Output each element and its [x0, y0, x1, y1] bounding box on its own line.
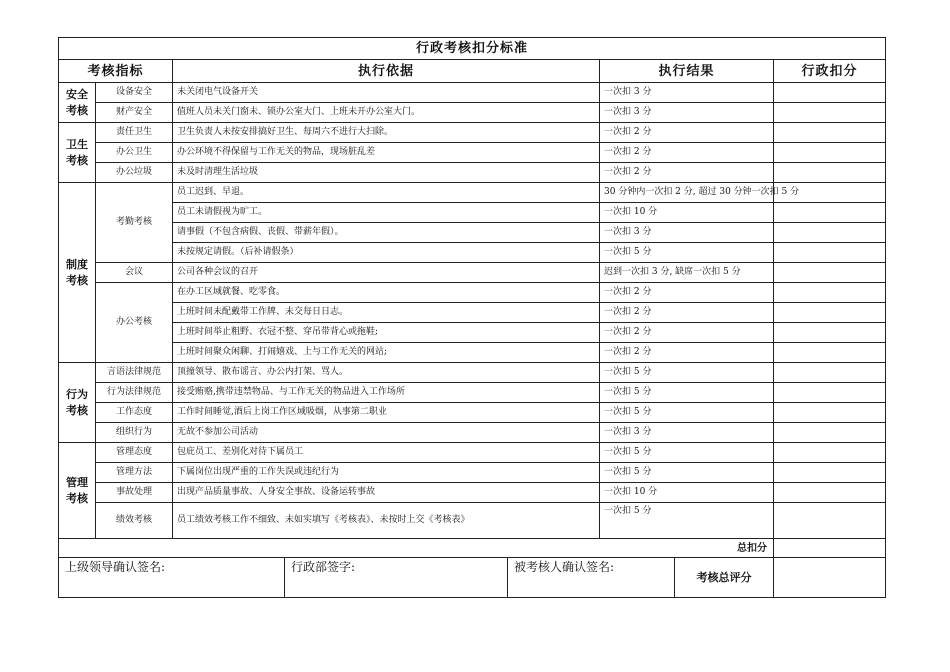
sub-indicator: 办公考核 [96, 283, 173, 363]
result-cell: 一次扣 3 分 [600, 83, 774, 103]
result-cell: 一次扣 5 分 [600, 363, 774, 383]
result-cell: 一次扣 2 分 [600, 163, 774, 183]
basis-cell: 未按规定请假。（后补请假条） [173, 243, 600, 263]
sub-indicator: 绩效考核 [96, 503, 173, 539]
table-row [59, 263, 886, 283]
table-row [59, 443, 886, 463]
sub-indicator: 行为法律规范 [96, 383, 173, 403]
basis-cell: 上班时间聚众闲聊、打闹嬉戏、上与工作无关的网站; [173, 343, 600, 363]
result-cell: 一次扣 2 分 [600, 323, 774, 343]
result-cell: 迟到一次扣 3 分, 缺席一次扣 5 分 [600, 263, 774, 283]
category-behavior: 行为考核 [59, 363, 96, 443]
sub-indicator: 组织行为 [96, 423, 173, 443]
category-hygiene: 卫生考核 [59, 123, 96, 183]
result-cell: 一次扣 10 分 [600, 483, 774, 503]
sub-indicator: 工作态度 [96, 403, 173, 423]
basis-cell: 顶撞领导、散布谣言、办公内打架、骂人。 [173, 363, 600, 383]
deduction-cell[interactable] [774, 143, 886, 163]
deduction-cell[interactable] [774, 463, 886, 483]
sub-indicator: 责任卫生 [96, 123, 173, 143]
deduction-cell[interactable] [774, 503, 886, 539]
deduction-cell[interactable] [774, 123, 886, 143]
deduction-cell[interactable] [774, 263, 886, 283]
sub-indicator: 财产安全 [96, 103, 173, 123]
table-row [59, 403, 886, 423]
result-cell: 一次扣 3 分 [600, 103, 774, 123]
sub-indicator: 办公卫生 [96, 143, 173, 163]
basis-cell: 未关闭电气设备开关 [173, 83, 600, 103]
sub-indicator: 言语法律规范 [96, 363, 173, 383]
result-cell: 30 分钟内一次扣 2 分, 超过 30 分钟一次扣 5 分 [600, 183, 774, 203]
basis-cell: 上班时间未配戴带工作牌、未交每日日志。 [173, 303, 600, 323]
deduction-cell[interactable] [774, 163, 886, 183]
category-safety: 安全考核 [59, 83, 96, 123]
category-system: 制度考核 [59, 183, 96, 363]
basis-cell: 下属岗位出现严重的工作失误或违纪行为 [173, 463, 600, 483]
deduction-standard-table [58, 37, 886, 598]
deduction-cell[interactable] [774, 283, 886, 303]
table-row [59, 383, 886, 403]
admin-signature[interactable]: 行政部签字: [285, 558, 508, 598]
basis-cell: 请事假（不包含病假、丧假、带薪年假）。 [173, 223, 600, 243]
basis-cell: 包庇员工、差别化对待下属员工 [173, 443, 600, 463]
basis-cell: 无故不参加公司活动 [173, 423, 600, 443]
deduction-cell[interactable] [774, 323, 886, 343]
deduction-cell[interactable] [774, 443, 886, 463]
total-score-value[interactable] [774, 558, 886, 598]
total-deduction-value[interactable] [774, 539, 886, 558]
deduction-cell[interactable] [774, 403, 886, 423]
result-cell: 一次扣 3 分 [600, 223, 774, 243]
deduction-cell[interactable] [774, 483, 886, 503]
table-row [59, 323, 886, 343]
deduction-cell[interactable] [774, 83, 886, 103]
table-row [59, 103, 886, 123]
sub-indicator: 办公垃圾 [96, 163, 173, 183]
basis-cell: 出现产品质量事故、人身安全事故、设备运转事故 [173, 483, 600, 503]
basis-cell: 卫生负责人未按安排搞好卫生、每周六不进行大扫除。 [173, 123, 600, 143]
sub-indicator: 考勤考核 [96, 183, 173, 263]
result-cell: 一次扣 5 分 [600, 243, 774, 263]
table-title: 行政考核扣分标准 [59, 38, 886, 60]
result-cell: 一次扣 10 分 [600, 203, 774, 223]
table-row [59, 243, 886, 263]
category-management: 管理考核 [59, 443, 96, 539]
table-row [59, 183, 886, 203]
basis-cell: 公司各种会议的召开 [173, 263, 600, 283]
basis-cell: 接受贿赂,携带违禁物品、与工作无关的物品进入工作场所 [173, 383, 600, 403]
header-deduction: 行政扣分 [774, 60, 886, 83]
table-row [59, 143, 886, 163]
leader-signature[interactable]: 上级领导确认签名: [59, 558, 285, 598]
sub-indicator: 事故处理 [96, 483, 173, 503]
deduction-cell[interactable] [774, 103, 886, 123]
basis-cell: 办公环境不得保留与工作无关的物品，现场脏乱差 [173, 143, 600, 163]
deduction-cell[interactable] [774, 363, 886, 383]
deduction-cell[interactable] [774, 203, 886, 223]
table-row [59, 503, 886, 539]
result-cell: 一次扣 2 分 [600, 303, 774, 323]
result-cell: 一次扣 2 分 [600, 283, 774, 303]
table-row [59, 423, 886, 443]
sub-indicator: 管理方法 [96, 463, 173, 483]
result-cell: 一次扣 5 分 [600, 443, 774, 463]
sub-indicator: 会议 [96, 263, 173, 283]
total-score-label: 考核总评分 [675, 558, 774, 598]
deduction-cell[interactable] [774, 383, 886, 403]
table-row [59, 283, 886, 303]
result-cell: 一次扣 3 分 [600, 423, 774, 443]
header-basis: 执行依据 [173, 60, 600, 83]
table-row [59, 343, 886, 363]
basis-cell: 未及时清理生活垃圾 [173, 163, 600, 183]
basis-cell: 上班时间举止粗野、衣冠不整、穿吊带背心或拖鞋; [173, 323, 600, 343]
basis-cell: 员工迟到、早退。 [173, 183, 600, 203]
table-row [59, 303, 886, 323]
result-cell: 一次扣 5 分 [600, 383, 774, 403]
table-row [59, 123, 886, 143]
table-row [59, 163, 886, 183]
table-row [59, 83, 886, 103]
basis-cell: 员工绩效考核工作不细致、未如实填写《考核表》、未按时上交《考核表》 [173, 503, 600, 539]
result-cell: 一次扣 2 分 [600, 123, 774, 143]
table-row [59, 223, 886, 243]
basis-cell: 在办工区域就餐、吃零食。 [173, 283, 600, 303]
deduction-cell[interactable] [774, 243, 886, 263]
basis-cell: 值班人员未关门窗未、锁办公室大门、上班未开办公室大门。 [173, 103, 600, 123]
total-deduction-label: 总扣分 [59, 539, 774, 558]
basis-cell: 员工未请假视为旷工。 [173, 203, 600, 223]
deduction-cell[interactable] [774, 343, 886, 363]
table-row [59, 463, 886, 483]
deduction-cell[interactable] [774, 423, 886, 443]
result-cell: 一次扣 5 分 [600, 403, 774, 423]
sub-indicator: 管理态度 [96, 443, 173, 463]
result-cell: 一次扣 5 分 [600, 463, 774, 483]
table-row [59, 203, 886, 223]
sub-indicator: 设备安全 [96, 83, 173, 103]
table-row [59, 483, 886, 503]
table-row [59, 363, 886, 383]
result-cell: 一次扣 2 分 [600, 143, 774, 163]
result-cell: 一次扣 2 分 [600, 343, 774, 363]
examinee-signature[interactable]: 被考核人确认签名: [508, 558, 675, 598]
header-indicator: 考核指标 [59, 60, 173, 83]
deduction-cell[interactable] [774, 223, 886, 243]
basis-cell: 工作时间睡觉,酒后上岗工作区域吸烟，从事第二职业 [173, 403, 600, 423]
result-cell: 一次扣 5 分 [600, 503, 774, 539]
header-result: 执行结果 [600, 60, 774, 83]
deduction-cell[interactable] [774, 303, 886, 323]
